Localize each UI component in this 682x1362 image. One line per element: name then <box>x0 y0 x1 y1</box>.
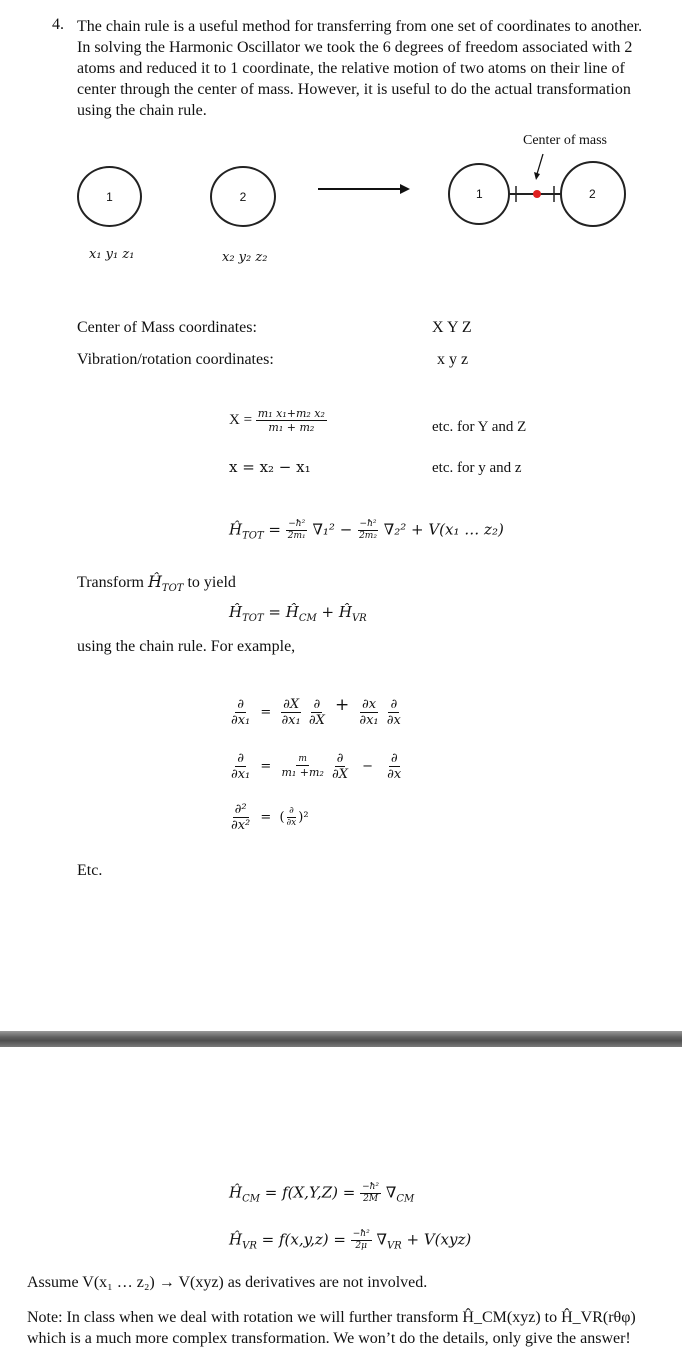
chain2-minus: − <box>362 759 374 774</box>
htot-frac-1 <box>286 520 308 541</box>
hcm-den: 2M <box>363 1194 379 1204</box>
molecule-diagram <box>446 158 630 232</box>
chain2-dX <box>330 752 350 781</box>
transform-prefix: Transform <box>77 574 144 591</box>
chain1-lhs-num: ∂ <box>237 697 244 712</box>
atom-2-label: 2 <box>239 189 247 204</box>
question-text <box>77 16 677 121</box>
htot-nabla-2: ∇₂² <box>383 520 407 539</box>
transform-suffix: to yield <box>187 574 236 591</box>
split-h-cm: = Ĥ <box>268 603 299 621</box>
split-cm-sub: CM <box>298 613 317 624</box>
htot-subscript: TOT <box>242 530 264 542</box>
chain3-inner-den: ∂x <box>286 818 297 828</box>
chain1-t1b <box>307 698 327 727</box>
chain2-mass <box>279 755 325 778</box>
atom-1-circle <box>77 166 142 227</box>
transform-arrow-icon <box>318 182 410 196</box>
atom-1-label: 1 <box>106 189 113 204</box>
chain1-t1a-den: ∂x₁ <box>281 713 301 728</box>
chain3-lhs <box>229 803 252 832</box>
chain3-inner-num: ∂ <box>289 806 294 816</box>
hcm-symbol: Ĥ <box>229 1183 243 1202</box>
molecule-atom-2-label: 2 <box>589 187 596 201</box>
hvr-frac <box>351 1230 372 1251</box>
chain2-mass-den: m₁ +m₂ <box>281 766 324 779</box>
hcm-equation <box>229 1183 414 1205</box>
htot-den-2: 2m₂ <box>359 531 377 541</box>
split-tot-sub: TOT <box>242 613 264 624</box>
chain2-lhs-den: ∂x₁ <box>231 767 251 782</box>
atom-1-coords: x₁ y₁ z₁ <box>89 247 135 262</box>
chain1-t2a-den: ∂x₁ <box>359 713 379 728</box>
chain2-dX-den: ∂X <box>332 767 348 782</box>
center-of-mass-label: Center of mass <box>523 133 607 148</box>
chain3-eq: = <box>260 810 272 825</box>
htot-num-2: −ħ² <box>359 519 377 529</box>
com-x-equation <box>229 408 327 433</box>
hcm-nabla-sub: CM <box>396 1193 415 1205</box>
center-of-mass-dot <box>533 190 541 198</box>
atom-2-coords: x₂ y₂ z₂ <box>222 250 268 265</box>
htot-split-equation <box>229 603 367 624</box>
question-line: In solving the Harmonic Oscillator we took the 6 degrees of freedom associated with 2 <box>77 39 633 56</box>
chain2-eq: = <box>260 759 272 774</box>
chain1-t2b-den: ∂x <box>386 713 401 728</box>
assume-text: Assume V(x₁ … z₂) → V(xyz) as derivatives are not involved. <box>27 1274 428 1291</box>
htot-nabla-1: ∇₁² <box>312 520 335 539</box>
hcm-num: −ħ² <box>362 1182 380 1192</box>
chain1-t2a <box>357 698 380 727</box>
split-h-vr: + Ĥ <box>321 603 352 621</box>
chain-rule-equation-3 <box>229 803 309 832</box>
hvr-equation <box>229 1230 471 1252</box>
chain2-dx <box>385 752 403 781</box>
com-x-denominator: m₁ + m₂ <box>268 421 315 434</box>
chain3-lhs-den: ∂x² <box>231 818 251 833</box>
htot-frac-2 <box>357 520 379 541</box>
hvr-function: = f(x,y,z) = <box>261 1230 346 1249</box>
page-separator <box>0 1031 682 1047</box>
relative-x-note: etc. for y and z <box>432 460 522 476</box>
chain1-t2b-num: ∂ <box>390 697 398 712</box>
hvr-num: −ħ² <box>352 1229 370 1239</box>
chain2-dx-num: ∂ <box>390 751 398 766</box>
chain1-t1a-num: ∂X <box>283 697 300 712</box>
vib-coords-label: Vibration/rotation coordinates: <box>77 351 274 368</box>
split-vr-sub: VR <box>351 613 367 624</box>
hvr-den: 2μ <box>355 1241 367 1251</box>
chain2-lhs <box>229 752 252 781</box>
hvr-symbol: Ĥ <box>229 1230 243 1249</box>
chain3-open: ( <box>279 810 285 825</box>
chain2-mass-num: m <box>298 754 307 764</box>
htot-symbol: Ĥ <box>229 520 243 539</box>
chain2-dx-den: ∂x <box>387 767 402 782</box>
chain-rule-intro: using the chain rule. For example, <box>77 638 296 655</box>
question-line: center through the center of mass. However, it is useful to do the actual transformation <box>77 81 631 98</box>
chain3-close: )² <box>298 810 309 825</box>
com-coords-label: Center of Mass coordinates: <box>77 319 257 336</box>
htot-potential: + V(x₁ … z₂) <box>411 520 504 539</box>
molecule-atom-1-label: 1 <box>476 187 483 201</box>
com-coords-value: X Y Z <box>432 319 472 336</box>
chain2-lhs-num: ∂ <box>237 751 244 766</box>
htot-num-1: −ħ² <box>288 519 306 529</box>
htot-den-1: 2m₁ <box>287 531 306 541</box>
hvr-nabla-sub: VR <box>386 1240 402 1252</box>
chain1-t2b <box>385 698 403 727</box>
note-line-2: which is a much more complex transformation. We won’t do the details, only give the answer! <box>27 1330 631 1347</box>
chain1-eq: = <box>260 705 272 720</box>
htot-equation <box>229 520 504 542</box>
hvr-subscript: VR <box>242 1240 257 1252</box>
transform-h-subscript: TOT <box>161 583 184 595</box>
chain1-t1b-den: ∂X <box>308 713 325 728</box>
chain2-dX-num: ∂ <box>336 751 344 766</box>
htot-equals: = <box>268 520 281 539</box>
relative-x-equation: x = x₂ − x₁ <box>229 458 311 476</box>
htot-minus: − <box>339 520 353 539</box>
chain1-t2a-num: ∂x <box>361 697 377 712</box>
hvr-potential: + V(xyz) <box>406 1230 472 1249</box>
question-line: using the chain rule. <box>77 102 207 119</box>
chain1-t1b-num: ∂ <box>313 697 321 712</box>
chain3-inner <box>285 807 299 828</box>
etc-label: Etc. <box>77 862 103 879</box>
hcm-nabla: ∇ <box>385 1183 397 1202</box>
com-x-fraction <box>256 408 327 433</box>
question-line: The chain rule is a useful method for transferring from one set of coordinates to another. <box>77 18 643 35</box>
chain3-lhs-num: ∂² <box>234 802 247 817</box>
hcm-subscript: CM <box>242 1193 260 1205</box>
com-x-note: etc. for Y and Z <box>432 419 527 435</box>
atom-2-circle <box>210 166 276 227</box>
chain1-lhs <box>229 698 252 727</box>
question-line: atoms and reduced it to 1 coordinate, the relative motion of two atoms on their line of <box>77 60 625 77</box>
chain1-t1a <box>279 698 302 727</box>
note-line-1: Note: In class when we deal with rotation we will further transform Ĥ_CM(xyz) to Ĥ_VR(rθφ) <box>27 1309 636 1326</box>
com-x-numerator: m₁ x₁+m₂ x₂ <box>257 407 325 420</box>
transform-line <box>77 571 236 599</box>
chain-rule-equation-2 <box>229 752 403 781</box>
com-x-lhs: X = <box>229 411 253 428</box>
transform-h-symbol: Ĥ <box>147 572 162 591</box>
hcm-function: = f(X,Y,Z) = <box>264 1183 356 1202</box>
hcm-frac <box>360 1183 381 1204</box>
split-h-tot: Ĥ <box>229 603 243 621</box>
hvr-nabla: ∇ <box>376 1230 387 1249</box>
question-number: 4. <box>52 16 64 33</box>
chain-rule-equation-1 <box>229 695 403 727</box>
chain1-plus: + <box>334 695 350 715</box>
chain1-lhs-den: ∂x₁ <box>231 713 251 728</box>
vib-coords-value: x y z <box>437 351 469 368</box>
